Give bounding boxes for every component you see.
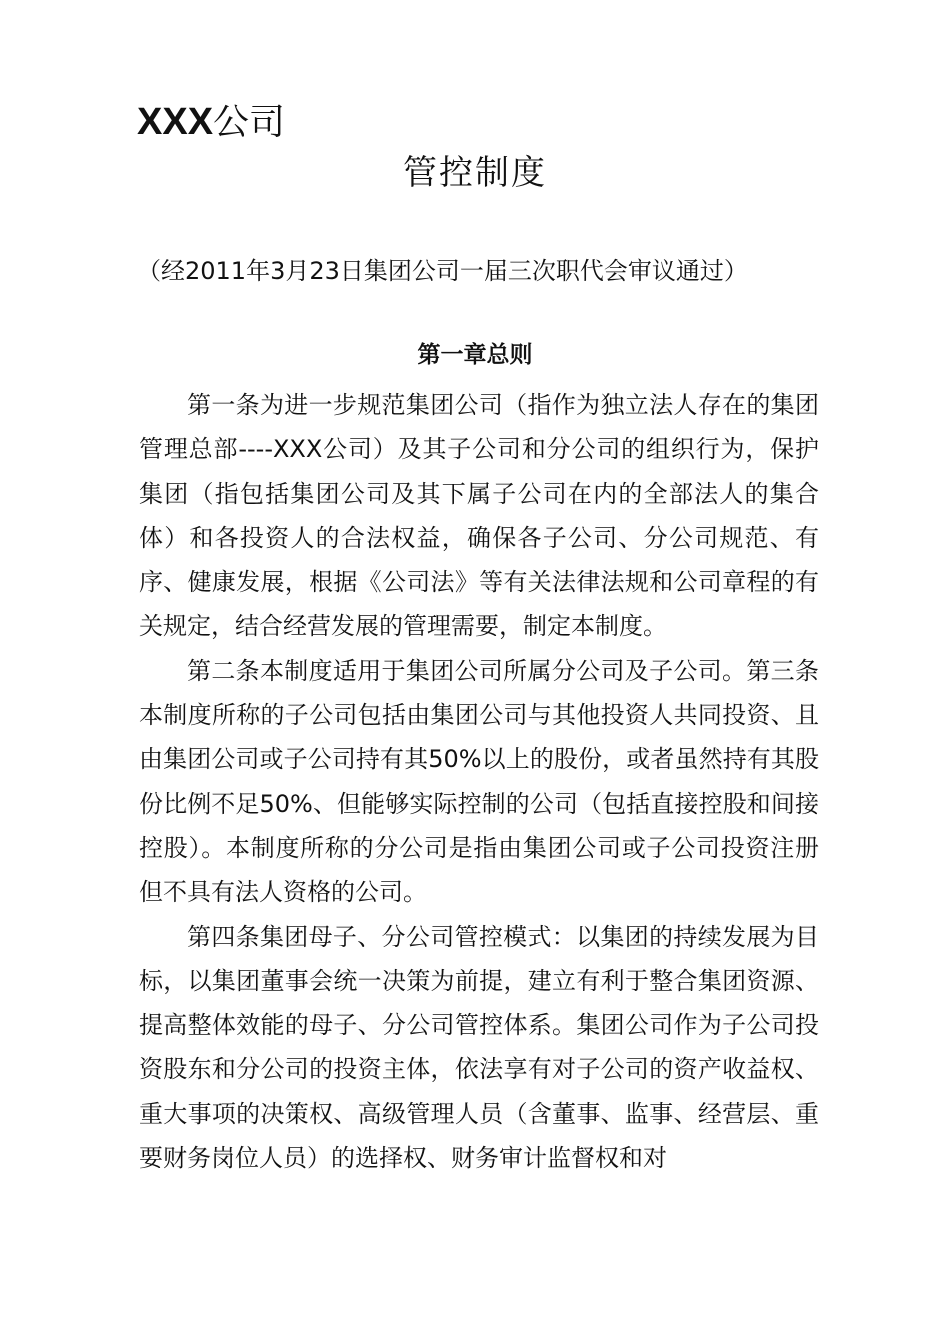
chapter-heading: 第一章总则 — [417, 342, 533, 368]
company-name-latin: XXX — [137, 101, 214, 143]
company-name — [137, 98, 285, 147]
document-title: 管控制度 — [403, 153, 547, 193]
approval-note: （经2011年3月23日集团公司一届三次职代会审议通过） — [137, 257, 748, 285]
paragraph-article-1: 第一条为进一步规范集团公司（指作为独立法人存在的集团管理总部----XXX公司）及其子公司和分公司的组织行为，保护集团（指包括集团公司及其下属子公司在内的全部法人的集合体）和各投资人的合法权益，确保各子公司、分公司规范、有序、健康发展，根据《公司法》等有关法律法规和公司章程的有关规定，结合经营发展的管理需要，制定本制度。 — [139, 391, 819, 641]
company-name-suffix: 公司 — [213, 102, 286, 143]
paragraph-article-4: 第四条集团母子、分公司管控模式：以集团的持续发展为目标，以集团董事会统一决策为前提，建立有利于整合集团资源、提高整体效能的母子、分公司管控体系。集团公司作为子公司投资股东和分公司的投资主体，依法享有对子公司的资产收益权、重大事项的决策权、高级管理人员（含董事、监事、经营层、重要财务岗位人员）的选择权、财务审计监督权和对 — [139, 922, 819, 1173]
paragraph-article-2-3: 第二条本制度适用于集团公司所属分公司及子公司。第三条本制度所称的子公司包括由集团公司与其他投资人共同投资、且由集团公司或子公司持有其50%以上的股份，或者虽然持有其股份比例不足50%、但能够实际控制的公司（包括直接控股和间接控股）。本制度所称的分公司是指由集团公司或子公司投资注册但不具有法人资格的公司。 — [139, 656, 819, 907]
body-text — [139, 383, 819, 1180]
